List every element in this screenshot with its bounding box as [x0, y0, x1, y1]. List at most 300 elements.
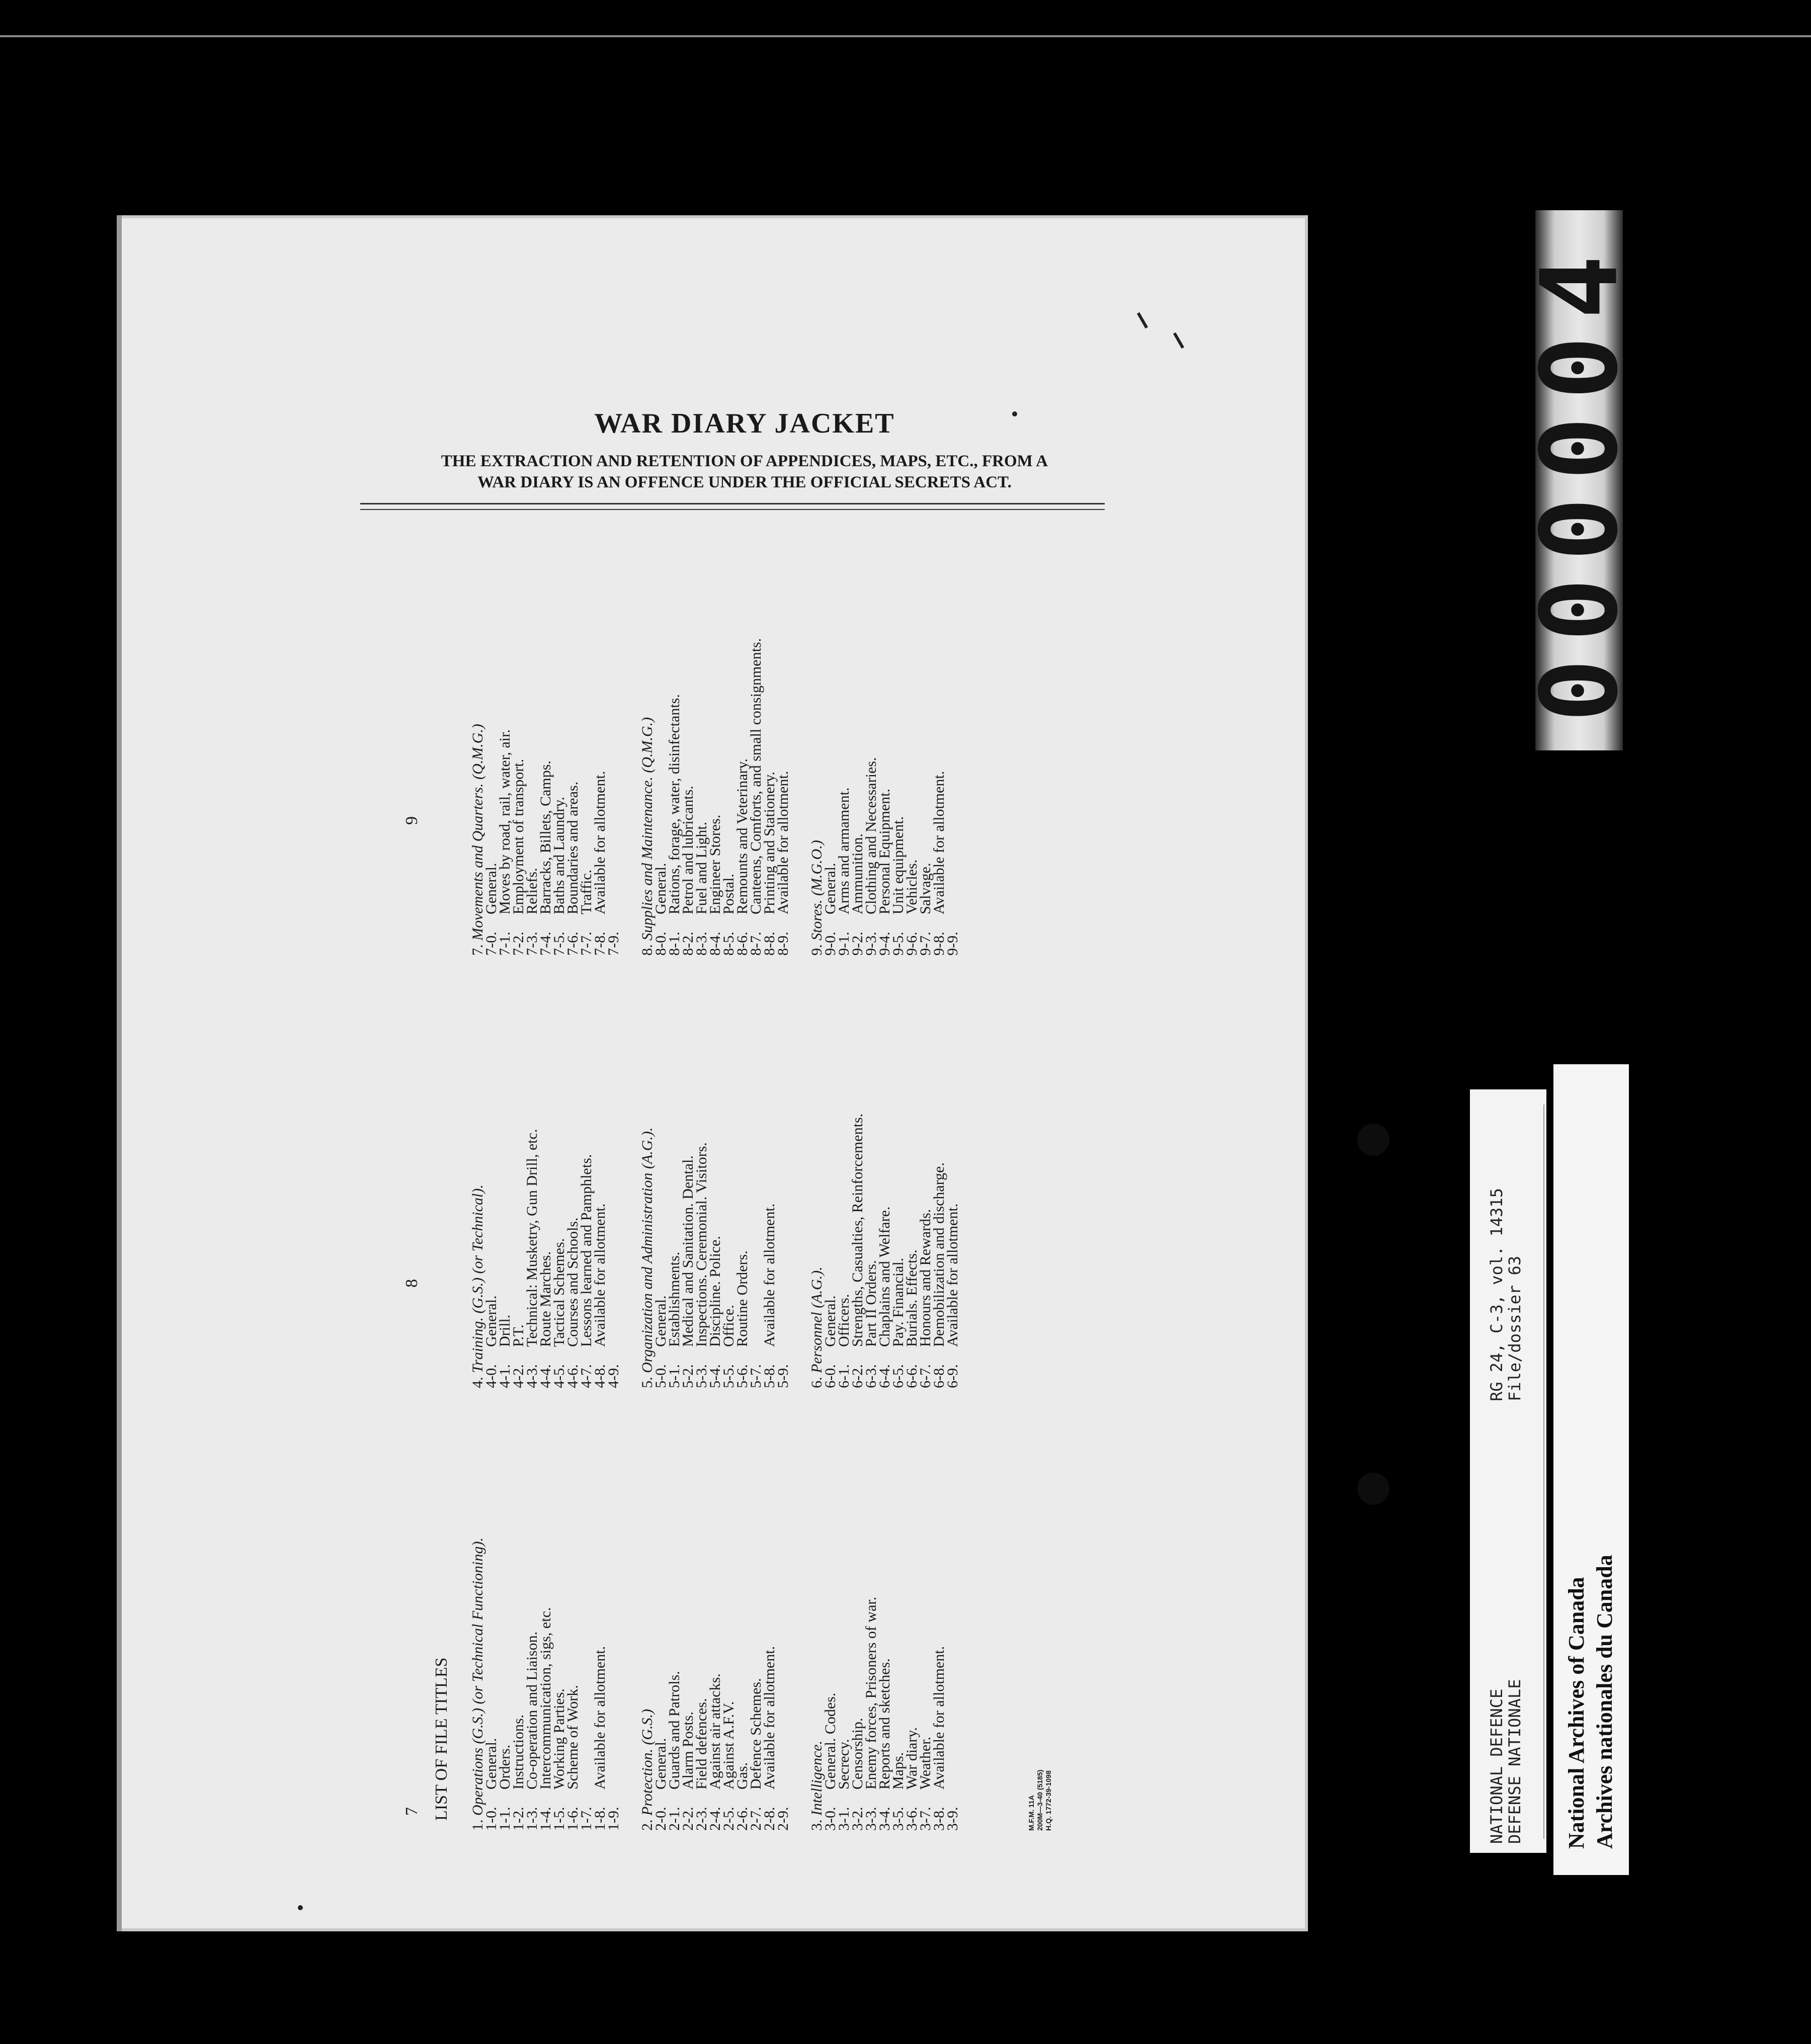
item-code: 1-6.: [564, 1807, 581, 1831]
section-title: Intelligence.: [808, 1740, 825, 1816]
item-text: Routine Orders.: [734, 1250, 751, 1347]
list-item: [749, 1398, 763, 1831]
list-item: [681, 523, 695, 956]
stray-dot: [298, 1905, 303, 1910]
list-item: [891, 956, 905, 1388]
item-code: 7-7.: [578, 931, 595, 956]
printer-mark-line: M.F.M. 11A: [1027, 1795, 1035, 1831]
item-code: 6-5.: [890, 1364, 907, 1388]
list-item: [946, 523, 959, 956]
section-heading: [471, 956, 484, 1388]
item-text: Reports and sketches.: [876, 1658, 893, 1790]
section-intelligence: [810, 1398, 959, 1831]
item-text: Gas.: [734, 1762, 751, 1790]
item-code: 7-4.: [537, 931, 554, 956]
list-item: [864, 956, 878, 1388]
item-code: 2-9.: [775, 1807, 791, 1831]
item-code: 1-7.: [578, 1807, 595, 1831]
punch-hole-top: [1357, 1124, 1389, 1156]
warning-line-2: WAR DIARY IS AN OFFENCE UNDER THE OFFICIAL SECRETS ACT.: [477, 473, 1012, 491]
item-text: Available for allotment.: [592, 771, 608, 914]
list-item: [905, 523, 919, 956]
list-item: [593, 956, 607, 1388]
item-code: 3-5.: [890, 1807, 907, 1831]
section-protection: [640, 1398, 790, 1831]
item-code: 2-2.: [680, 1807, 696, 1831]
item-code: 1-1.: [497, 1807, 513, 1831]
list-item: [735, 1398, 749, 1831]
item-code: 6-1.: [836, 1364, 852, 1388]
item-code: 4-3.: [524, 1364, 540, 1388]
list-item: [539, 956, 552, 1388]
item-code: 7-3.: [524, 931, 540, 956]
item-code: 3-4.: [876, 1807, 893, 1831]
item-text: Available for allotment.: [592, 1646, 608, 1790]
list-item: [580, 523, 593, 956]
item-code: 6-4.: [876, 1364, 893, 1388]
list-item: [695, 1398, 708, 1831]
list-item: [512, 1398, 525, 1831]
item-code: 9-9.: [944, 931, 961, 956]
item-code: 3-0.: [822, 1807, 839, 1831]
item-code: 9-3.: [863, 931, 879, 956]
item-code: 8-0.: [652, 931, 669, 956]
list-item: [525, 956, 539, 1388]
item-text: Fuel and Light.: [693, 821, 710, 914]
item-text: Inspections. Ceremonial. Visitors.: [693, 1142, 710, 1347]
department-fr: DEFENSE NATIONALE: [1505, 1679, 1524, 1844]
item-code: 9-8.: [931, 931, 947, 956]
item-text: General.: [822, 1295, 839, 1347]
list-item: [851, 523, 864, 956]
item-text: General.: [483, 1295, 500, 1347]
list-item: [593, 523, 607, 956]
item-code: 7-2.: [510, 931, 527, 956]
item-text: Establishments.: [666, 1251, 683, 1347]
section-operations: [471, 1398, 620, 1831]
list-item: [580, 1398, 593, 1831]
section-note: (Q.M.G.): [469, 724, 486, 780]
list-item: [722, 956, 735, 1388]
list-item: [668, 956, 681, 1388]
section-number: 7.: [469, 944, 486, 956]
section-items: [824, 523, 959, 956]
item-code: 1-9.: [605, 1807, 622, 1831]
list-item: [484, 956, 498, 1388]
item-text: Route Marches.: [537, 1251, 554, 1347]
item-text: Clothing and Necessaries.: [863, 757, 879, 914]
section-items: [824, 1398, 959, 1831]
section-training: [471, 956, 620, 1388]
item-text: General.: [652, 1738, 669, 1790]
item-code: 4-0.: [483, 1364, 500, 1388]
page-number-9: 9: [402, 816, 421, 825]
item-code: 2-7.: [748, 1807, 764, 1831]
item-text: Weather.: [917, 1736, 934, 1790]
item-text: Field defences.: [693, 1698, 710, 1790]
list-item: [525, 523, 539, 956]
item-text: General.: [483, 1738, 500, 1790]
item-text: Salvage.: [917, 863, 934, 914]
list-item: [837, 523, 851, 956]
item-code: 9-5.: [890, 931, 907, 956]
item-text: Available for allotment.: [761, 1646, 778, 1790]
list-item: [735, 523, 749, 956]
list-item: [484, 523, 498, 956]
item-code: 7-6.: [564, 931, 581, 956]
list-item: [708, 523, 722, 956]
file-reference: File/dossier 63: [1505, 1256, 1524, 1401]
list-item: [654, 956, 668, 1388]
section-title: Organization and Administration: [639, 1172, 655, 1373]
item-text: Unit equipment.: [890, 816, 907, 914]
item-text: Demobilization and discharge.: [931, 1162, 947, 1347]
section-supplies: [640, 523, 790, 956]
list-item: [851, 1398, 864, 1831]
printer-mark-line: 200M—3-40 (5185): [1036, 1769, 1044, 1831]
item-text: Arms and armament.: [836, 787, 852, 914]
item-text: Defence Schemes.: [748, 1678, 764, 1790]
section-title: Movements and Quarters.: [469, 783, 486, 941]
section-title: Training.: [469, 1317, 486, 1373]
list-item: [891, 523, 905, 956]
section-title: Stores.: [808, 899, 825, 941]
item-text: Chaplains and Welfare.: [876, 1206, 893, 1347]
item-code: 9-4.: [876, 931, 893, 956]
item-code: 7-1.: [497, 931, 513, 956]
list-item: [946, 956, 959, 1388]
archives-label: [1553, 1064, 1629, 1875]
section-title: Supplies and Maintenance.: [639, 777, 655, 941]
jacket-title: WAR DIARY JACKET: [594, 408, 895, 439]
item-code: 6-3.: [863, 1364, 879, 1388]
section-items: [484, 956, 620, 1388]
list-item: [824, 956, 837, 1388]
item-text: Honours and Rewards.: [917, 1209, 934, 1347]
item-text: Available for allotment.: [931, 771, 947, 914]
list-item: [919, 956, 932, 1388]
printer-mark: [1027, 1770, 1053, 1831]
item-text: Orders.: [497, 1744, 513, 1790]
section-number: 2.: [639, 1819, 655, 1831]
item-code: 6-2.: [849, 1364, 866, 1388]
item-code: 5-1.: [666, 1364, 683, 1388]
column-2: [433, 956, 959, 1388]
list-item: [776, 1398, 790, 1831]
item-code: 8-4.: [707, 931, 723, 956]
list-item: [539, 1398, 552, 1831]
item-text: Scheme of Work.: [564, 1685, 581, 1790]
section-heading: [471, 1398, 484, 1831]
item-code: 1-0.: [483, 1807, 500, 1831]
archives-name-en: National Archives of Canada: [1564, 1577, 1589, 1849]
item-text: Baths and Laundry.: [551, 797, 567, 914]
list-item: [932, 1398, 946, 1831]
list-item: [749, 956, 763, 1388]
item-text: Part II Orders.: [863, 1260, 879, 1347]
item-code: 8-5.: [720, 931, 737, 956]
list-item: [580, 956, 593, 1388]
list-item: [749, 523, 763, 956]
list-item: [668, 523, 681, 956]
list-item: [695, 523, 708, 956]
item-text: Enemy forces, Prisoners of war.: [863, 1596, 879, 1790]
warning-line-1: THE EXTRACTION AND RETENTION OF APPENDICES, MAPS, ETC., FROM A: [441, 452, 1048, 470]
item-code: 8-3.: [693, 931, 710, 956]
section-note: (A.G.).: [808, 1266, 825, 1308]
list-item: [864, 1398, 878, 1831]
item-code: 4-4.: [537, 1364, 554, 1388]
item-text: Drill.: [497, 1314, 513, 1347]
item-text: P.T.: [510, 1324, 527, 1347]
list-item: [824, 523, 837, 956]
item-code: 9-0.: [822, 931, 839, 956]
list-item: [512, 956, 525, 1388]
item-code: 5-8.: [761, 1364, 778, 1388]
list-item: [695, 956, 708, 1388]
list-item: [837, 956, 851, 1388]
section-number: 1.: [469, 1819, 486, 1831]
item-code: 5-4.: [707, 1364, 723, 1388]
list-item: [735, 956, 749, 1388]
item-text: Discipline. Police.: [707, 1236, 723, 1347]
list-item: [708, 956, 722, 1388]
list-item: [566, 1398, 580, 1831]
item-code: 3-1.: [836, 1807, 852, 1831]
item-text: Boundaries and areas.: [564, 781, 581, 914]
list-item: [878, 956, 891, 1388]
section-heading: [810, 523, 824, 956]
department-en: NATIONAL DEFENCE: [1487, 1688, 1506, 1844]
item-text: Available for allotment.: [775, 771, 791, 914]
item-text: Intercommunication, sigs, etc.: [537, 1607, 554, 1790]
item-text: Vehicles.: [903, 859, 920, 914]
item-text: Moves by road, rail, water, air.: [497, 729, 513, 914]
item-text: Strengths, Casualties, Reinforcements.: [849, 1113, 866, 1347]
item-code: 4-7.: [578, 1364, 595, 1388]
list-item: [607, 956, 620, 1388]
section-number: 4.: [469, 1377, 486, 1388]
item-code: 8-8.: [761, 931, 778, 956]
list-item: [932, 956, 946, 1388]
item-code: 2-3.: [693, 1807, 710, 1831]
item-text: Tactical Schemes.: [551, 1238, 567, 1347]
item-text: Office.: [720, 1305, 737, 1347]
section-personnel: [810, 956, 959, 1388]
list-item: [905, 1398, 919, 1831]
page-number-7: 7: [402, 1807, 421, 1816]
column-1: [433, 1398, 959, 1831]
printer-mark-line: H.Q. 1772-39-1098: [1044, 1770, 1052, 1831]
item-code: 9-2.: [849, 931, 866, 956]
item-text: General.: [483, 863, 500, 914]
item-text: General. Codes.: [822, 1692, 839, 1790]
item-text: Alarm Posts.: [680, 1711, 696, 1790]
item-code: 4-1.: [497, 1364, 513, 1388]
item-text: Technical: Musketry, Gun Drill, etc.: [524, 1129, 540, 1347]
list-item: [566, 523, 580, 956]
item-text: Working Parties.: [551, 1688, 567, 1790]
item-code: 4-9.: [605, 1364, 622, 1388]
list-item: [946, 1398, 959, 1831]
item-text: War diary.: [903, 1727, 920, 1790]
secrets-warning: [352, 451, 1137, 493]
section-note: (M.G.O.): [808, 840, 825, 896]
section-stores: [810, 523, 959, 956]
item-text: Printing and Stationery.: [761, 772, 778, 914]
item-text: Remounts and Veterinary.: [734, 758, 751, 914]
section-items: [484, 523, 620, 956]
section-heading: [471, 523, 484, 956]
item-text: General.: [652, 863, 669, 914]
section-heading: [640, 523, 654, 956]
archives-name-fr: Archives nationales du Canada: [1592, 1555, 1617, 1849]
item-code: 3-9.: [944, 1807, 961, 1831]
item-code: 4-2.: [510, 1364, 527, 1388]
item-code: 3-6.: [903, 1807, 920, 1831]
item-code: 5-9.: [775, 1364, 791, 1388]
item-code: 8-9.: [775, 931, 791, 956]
item-code: 6-6.: [903, 1364, 920, 1388]
section-number: 9.: [808, 944, 825, 956]
item-text: Against A.F.V.: [720, 1701, 737, 1790]
item-text: Available for allotment.: [944, 1203, 961, 1347]
item-code: 2-8.: [761, 1807, 778, 1831]
item-code: 1-2.: [510, 1807, 527, 1831]
list-item: [878, 523, 891, 956]
item-code: 3-7.: [917, 1807, 934, 1831]
list-title: LIST OF FILE TITLES: [432, 1657, 451, 1821]
item-code: 7-8.: [592, 931, 608, 956]
section-number: 5.: [639, 1377, 655, 1388]
list-item: [552, 956, 566, 1388]
list-item: [512, 523, 525, 956]
list-item: [552, 523, 566, 956]
item-text: Guards and Patrols.: [666, 1671, 683, 1790]
section-items: [484, 1398, 620, 1831]
item-code: 1-5.: [551, 1807, 567, 1831]
item-code: 3-8.: [931, 1807, 947, 1831]
section-title: Operations: [469, 1748, 486, 1816]
item-code: 6-9.: [944, 1364, 961, 1388]
list-item: [566, 956, 580, 1388]
item-text: Censorship.: [849, 1718, 866, 1790]
item-text: Courses and Schools.: [564, 1217, 581, 1347]
item-text: Against air attacks.: [707, 1673, 723, 1790]
section-items: [654, 956, 790, 1388]
list-item: [607, 1398, 620, 1831]
item-code: 1-3.: [524, 1807, 540, 1831]
item-code: 9-1.: [836, 931, 852, 956]
item-code: 8-2.: [680, 931, 696, 956]
section-number: 3.: [808, 1819, 825, 1831]
list-item: [878, 1398, 891, 1831]
stray-mark: [1137, 312, 1148, 328]
item-code: 9-7.: [917, 931, 934, 956]
section-items: [654, 523, 790, 956]
list-item: [498, 1398, 512, 1831]
stray-mark: [1173, 332, 1184, 349]
item-code: 5-0.: [652, 1364, 669, 1388]
item-code: 4-8.: [592, 1364, 608, 1388]
label-divider: [1543, 1104, 1544, 1839]
item-code: 1-8.: [592, 1807, 608, 1831]
item-code: 5-6.: [734, 1364, 751, 1388]
file-titles-list: [402, 523, 1087, 1831]
item-text: Maps.: [890, 1752, 907, 1790]
list-item: [776, 956, 790, 1388]
section-note: (G.S.) (or Technical).: [469, 1184, 486, 1314]
list-item: [763, 523, 776, 956]
list-item: [498, 523, 512, 956]
item-text: Pay. Financial.: [890, 1257, 907, 1347]
list-item: [681, 956, 695, 1388]
list-item: [552, 1398, 566, 1831]
title-block: [352, 407, 1137, 493]
list-item: [607, 523, 620, 956]
item-code: 8-7.: [748, 931, 764, 956]
section-note: (G.S.) (or Technical Functioning).: [469, 1538, 486, 1744]
list-item: [763, 1398, 776, 1831]
paper-left-edge: [117, 215, 122, 1931]
section-items: [654, 1398, 790, 1831]
item-text: Postal.: [720, 874, 737, 914]
list-item: [722, 523, 735, 956]
list-item: [932, 523, 946, 956]
item-text: Employment of transport.: [510, 758, 527, 914]
list-item: [681, 1398, 695, 1831]
item-text: General.: [652, 1295, 669, 1347]
item-code: 8-1.: [666, 931, 683, 956]
list-item: [654, 523, 668, 956]
item-text: Traffic.: [578, 869, 595, 914]
item-text: Personal Equipment.: [876, 789, 893, 914]
item-text: Engineer Stores.: [707, 814, 723, 914]
section-note: (G.S.): [639, 1709, 655, 1745]
list-item: [498, 956, 512, 1388]
item-code: 7-9.: [605, 931, 622, 956]
item-code: 5-7.: [748, 1364, 764, 1388]
item-code: 2-4.: [707, 1807, 723, 1831]
list-item: [525, 1398, 539, 1831]
section-heading: [640, 1398, 654, 1831]
item-text: Medical and Sanitation. Dental.: [680, 1155, 696, 1347]
item-code: 3-3.: [863, 1807, 879, 1831]
list-item: [864, 523, 878, 956]
list-item: [539, 523, 552, 956]
section-number: 8.: [639, 944, 655, 956]
section-heading: [810, 1398, 824, 1831]
item-code: 7-0.: [483, 931, 500, 956]
item-code: 6-0.: [822, 1364, 839, 1388]
item-code: 5-5.: [720, 1364, 737, 1388]
department-label: [1470, 1089, 1546, 1853]
item-code: 5-3.: [693, 1364, 710, 1388]
list-item: [654, 1398, 668, 1831]
section-heading: [810, 956, 824, 1388]
item-text: Lessons learned and Pamphlets.: [578, 1154, 595, 1347]
item-text: Ammunition.: [849, 833, 866, 914]
section-items: [824, 956, 959, 1388]
item-code: 4-5.: [551, 1364, 567, 1388]
list-item: [668, 1398, 681, 1831]
list-item: [891, 1398, 905, 1831]
item-code: 2-6.: [734, 1807, 751, 1831]
list-item: [919, 1398, 932, 1831]
item-text: Barracks, Billets, Camps.: [537, 760, 554, 914]
list-item: [593, 1398, 607, 1831]
section-number: 6.: [808, 1377, 825, 1388]
